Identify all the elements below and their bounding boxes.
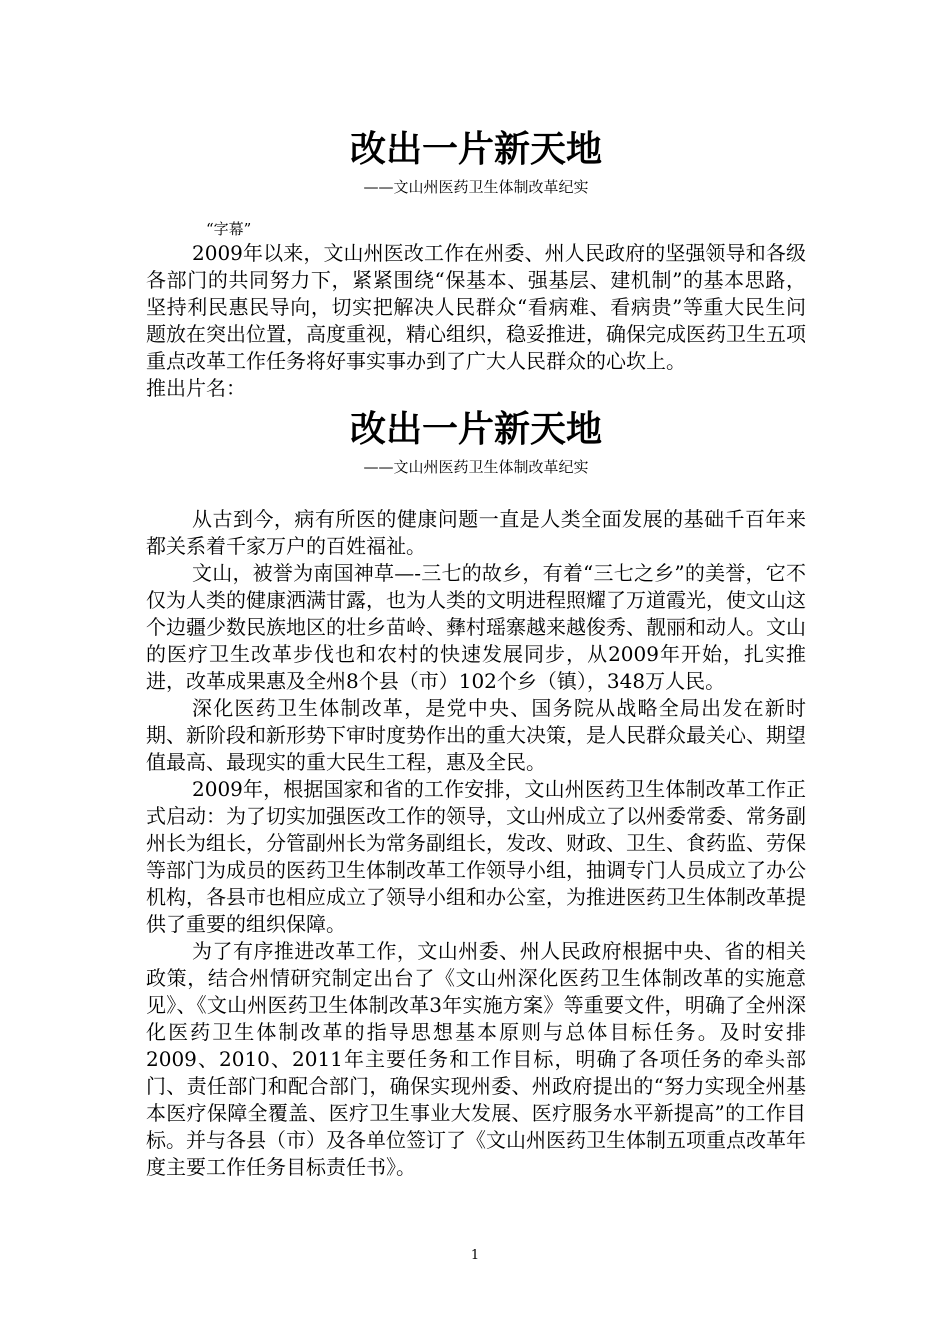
body-paragraph: 文山，被誉为南国神草—-三七的故乡，有着“三七之乡”的美誉，它不仅为人类的健康洒满甘露，也为人类的文明进程照耀了万道霞光，使文山这个边疆少数民族地区的壮乡苗岭、彝村瑶寨越来越俊秀、靓丽和动人。文山的医疗卫生改革步伐也和农村的快速发展同步，从2009年开始，扎实推进，改革成果惠及全州8个县（市）102个乡（镇），348万人民。 xyxy=(146,561,806,693)
section-gap xyxy=(146,478,806,506)
document-title: 改出一片新天地 xyxy=(349,129,602,170)
body-paragraph: 2009年，根据国家和省的工作安排，文山州医药卫生体制改革工作正式启动：为了切实加强医改工作的领导，文山州成立了以州委常委、常务副州长为组长，分管副州长为常务副组长，发改、财政、卫生、食药监、劳保等部门为成员的医药卫生体制改革工作领导小组，抽调专门人员成立了办公机构，各县市也相应成立了领导小组和办公室，为推进医药卫生体制改革提供了重要的组织保障。 xyxy=(146,777,806,936)
page-number: 1 xyxy=(470,1248,480,1263)
document-title-repeat: 改出一片新天地 xyxy=(349,409,602,450)
caption-label: “字幕” xyxy=(206,220,252,238)
intro-paragraph: 2009年以来，文山州医改工作在州委、州人民政府的坚强领导和各级各部门的共同努力下，紧紧围绕“保基本、强基层、建机制”的基本思路，坚持利民惠民导向，切实把解决人民群众“看病难、看病贵”等重大民生问题放在突出位置，高度重视，精心组织，稳妥推进，确保完成医药卫生五项重点改革工作任务将好事实事办到了广大人民群众的心坎上。 xyxy=(146,241,806,373)
launch-label: 推出片名： xyxy=(146,376,246,400)
body-paragraph: 为了有序推进改革工作，文山州委、州人民政府根据中央、省的相关政策，结合州情研究制定出台了《文山州深化医药卫生体制改革的实施意见》、《文山州医药卫生体制改革3年实施方案》等重要文件，明确了全州深化医药卫生体制改革的指导思想基本原则与总体目标任务。及时安排2009、2010、2011年主要任务和工作目标，明确了各项任务的牵头部门、责任部门和配合部门，确保实现州委、州政府提出的“努力实现全州基本医疗保障全覆盖、医疗卫生事业大发展、医疗服务水平新提高”的工作目标。并与各县（市）及各单位签订了《文山州医药卫生体制五项重点改革年度主要工作任务目标责任书》。 xyxy=(146,939,806,1179)
document-page xyxy=(146,128,806,1181)
document-subtitle: ——文山州医药卫生体制改革纪实 xyxy=(363,178,589,196)
body-paragraph: 从古到今，病有所医的健康问题一直是人类全面发展的基础千百年来都关系着千家万户的百姓福祉。 xyxy=(146,507,806,558)
body-paragraph: 深化医药卫生体制改革，是党中央、国务院从战略全局出发在新时期、新阶段和新形势下审时度势作出的重大决策，是人民群众最关心、期望值最高、最现实的重大民生工程，惠及全民。 xyxy=(146,696,806,774)
document-subtitle-repeat: ——文山州医药卫生体制改革纪实 xyxy=(363,458,589,476)
